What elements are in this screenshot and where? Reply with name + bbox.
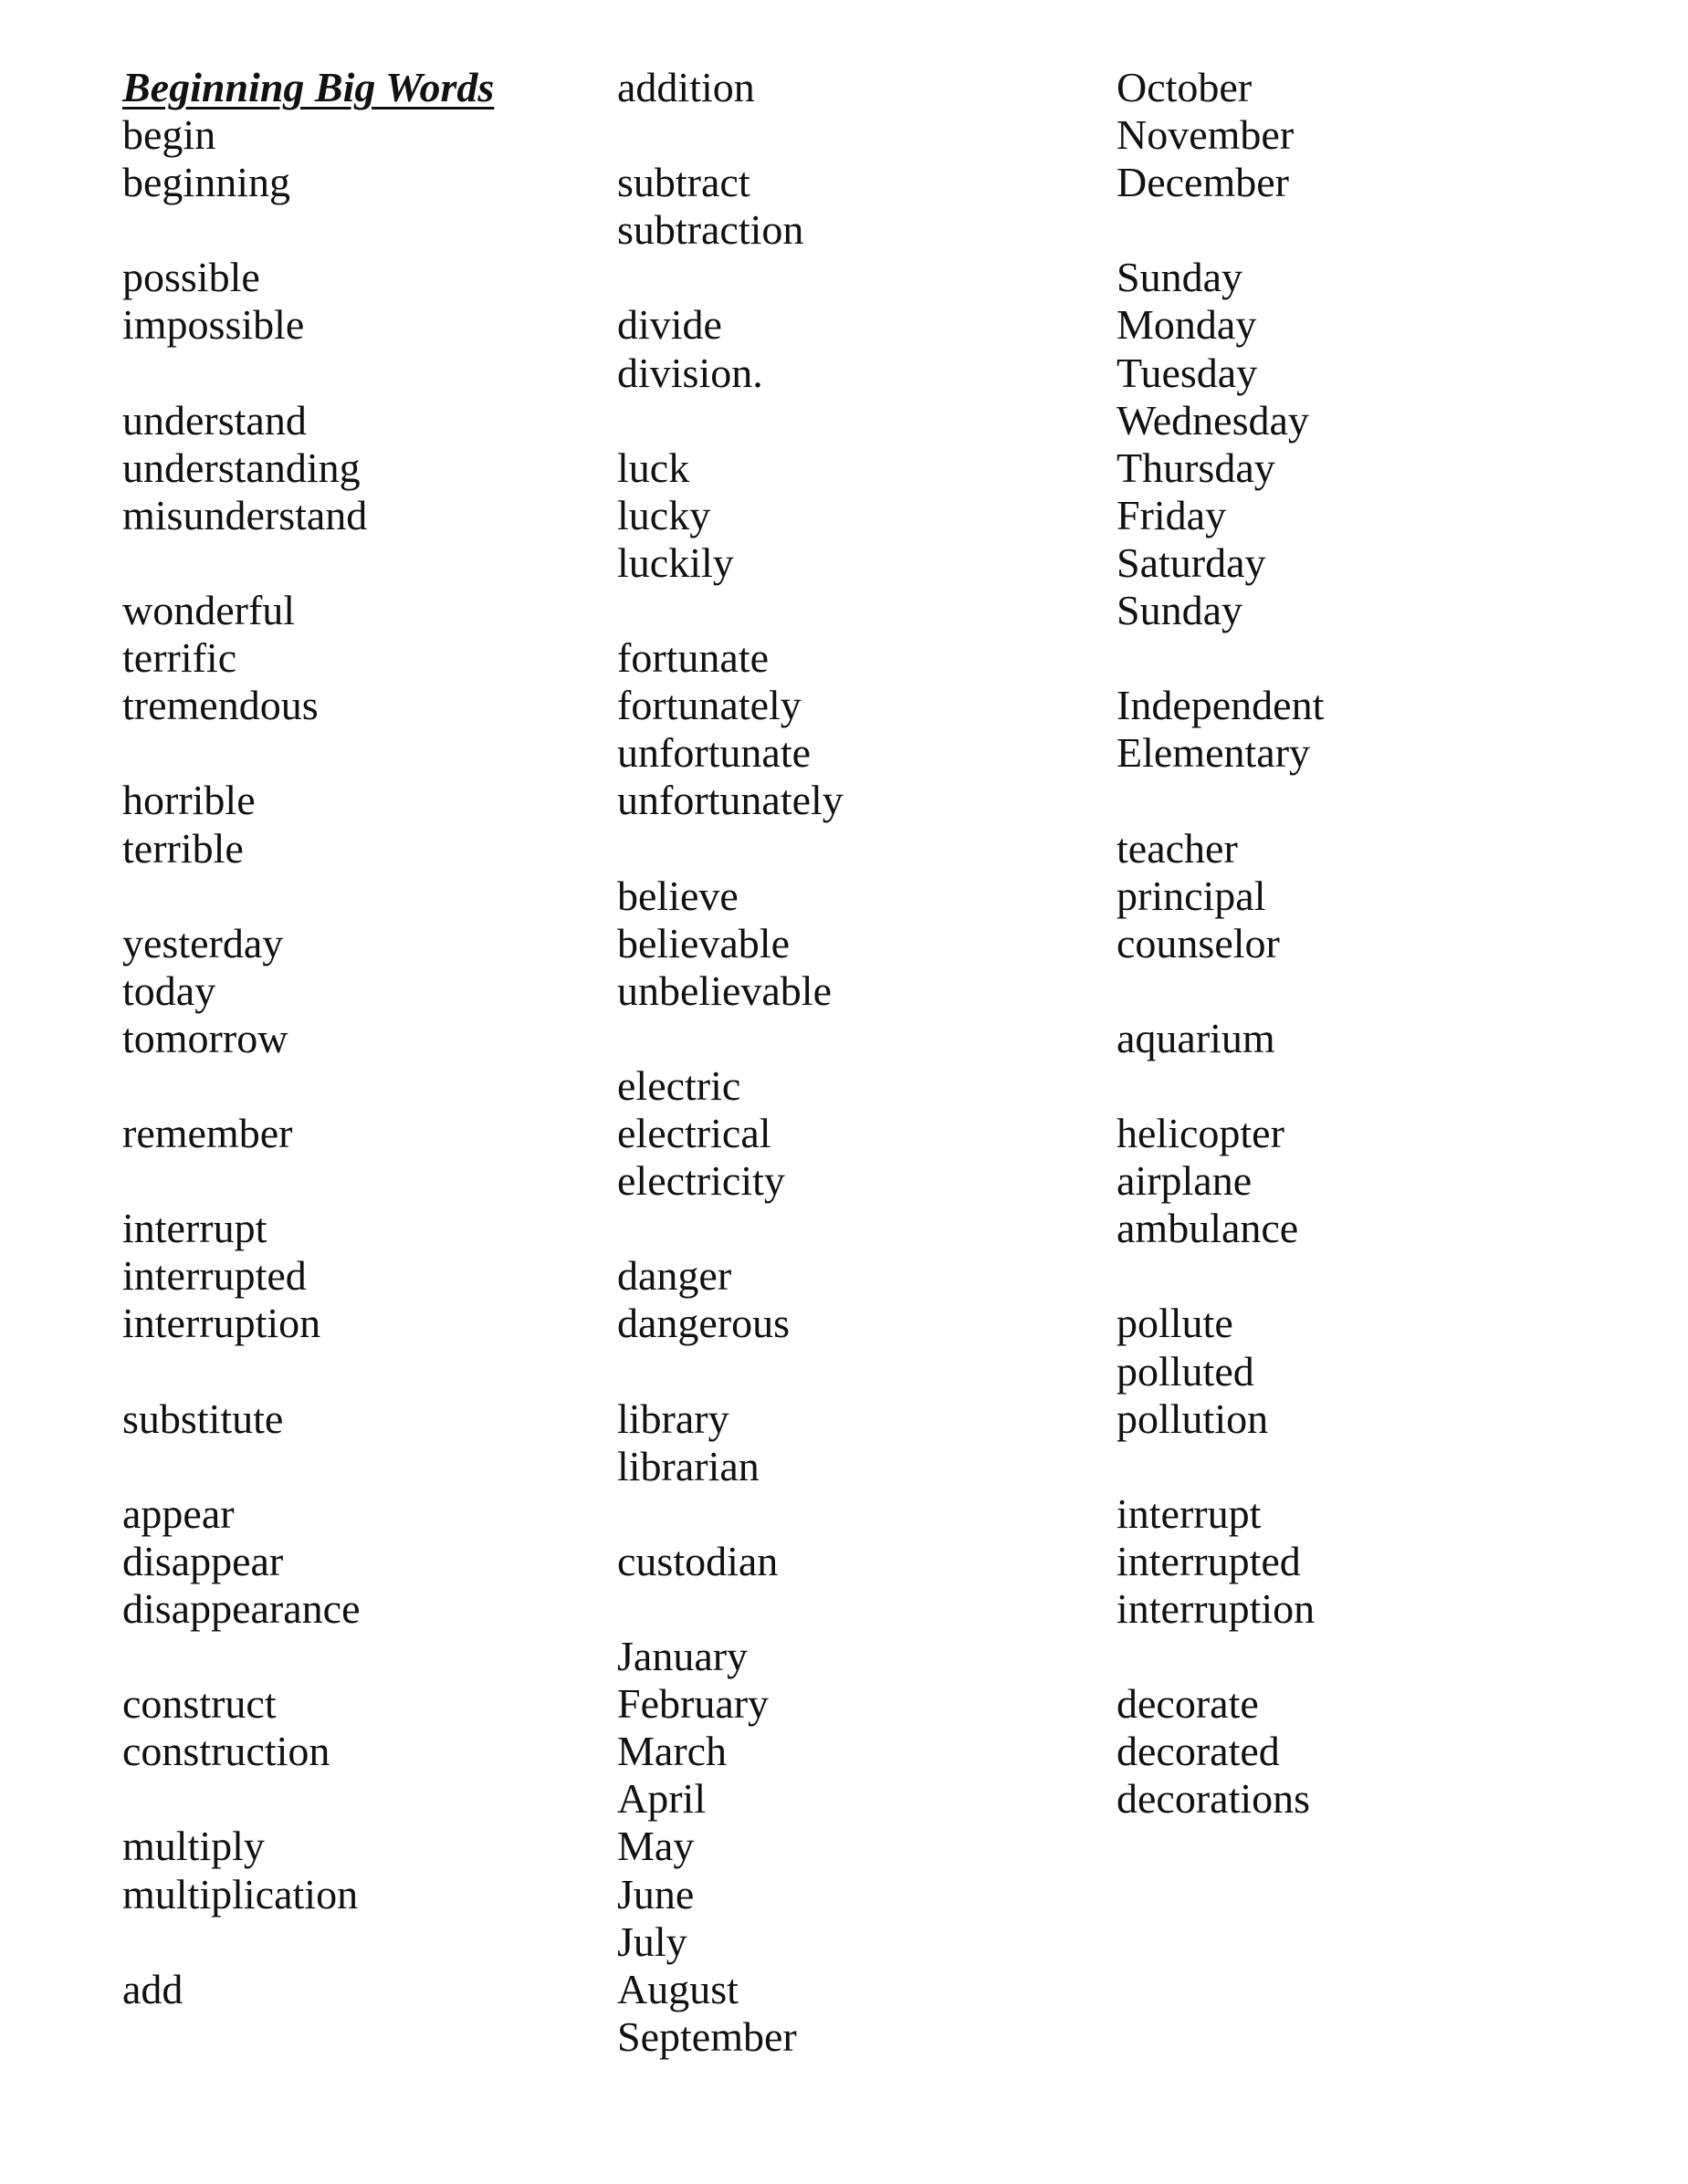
vocabulary-word: library [617,1395,729,1442]
vocabulary-word: multiplication [122,1870,359,1918]
vocabulary-word: subtraction [617,206,804,254]
vocabulary-word: Monday [1117,301,1257,349]
word-group-spacer [617,1205,1092,1252]
vocabulary-word: Wednesday [1117,396,1309,444]
vocabulary-word: believable [617,919,791,967]
vocabulary-word: understand [122,396,307,444]
word-group-spacer [122,1157,597,1205]
vocabulary-word: yesterday [122,919,284,967]
word-group-spacer [617,1015,1092,1062]
word-column-1 [122,64,597,2013]
vocabulary-word: January [617,1633,749,1680]
vocabulary-word: divide [617,301,722,349]
vocabulary-word: decorated [1117,1728,1280,1775]
vocabulary-word: unbelievable [617,967,833,1014]
vocabulary-word: teacher [1117,824,1238,872]
word-group-spacer [617,1585,1092,1633]
vocabulary-word: multiply [122,1823,265,1870]
vocabulary-word: October [1117,64,1253,110]
vocabulary-word: September [617,2012,797,2060]
word-group-spacer [617,1490,1092,1538]
vocabulary-word: counselor [1117,919,1280,967]
vocabulary-word: Saturday [1117,538,1266,586]
vocabulary-word: danger [617,1252,732,1300]
word-group-spacer [1117,1633,1628,1680]
word-group-spacer [122,1443,597,1490]
word-group-spacer [122,1633,597,1680]
vocabulary-word: Elementary [1117,729,1311,777]
vocabulary-word: interrupt [1117,1489,1262,1537]
vocabulary-word: remember [122,1110,293,1157]
vocabulary-word: substitute [122,1395,284,1442]
word-group-spacer [617,111,1092,159]
vocabulary-word: interrupted [122,1252,307,1300]
word-group-spacer [1117,967,1628,1015]
vocabulary-word: July [617,1918,687,1965]
vocabulary-word: beginning [122,159,290,206]
word-group-spacer [617,254,1092,301]
vocabulary-word: interruption [122,1300,321,1347]
word-group-spacer [122,350,597,397]
vocabulary-word: luck [617,444,690,491]
vocabulary-word: disappear [122,1537,284,1584]
vocabulary-word: Sunday [1117,254,1242,301]
word-group-spacer [122,1062,597,1110]
word-group-spacer [1117,1252,1628,1300]
word-group-spacer [617,1348,1092,1395]
vocabulary-word: disappearance [122,1585,361,1632]
vocabulary-word: Independent [1117,682,1325,729]
vocabulary-word: librarian [617,1442,760,1489]
vocabulary-word: wonderful [122,587,296,634]
vocabulary-word: impossible [122,301,305,349]
vocabulary-word: ambulance [1117,1205,1299,1252]
vocabulary-word: interrupt [122,1205,267,1252]
word-group-spacer [1117,777,1628,824]
word-column-3 [1117,64,1628,1823]
vocabulary-word: understanding [122,444,361,491]
vocabulary-word: believe [617,872,739,919]
vocabulary-word: terrible [122,824,244,872]
vocabulary-word: custodian [617,1537,779,1584]
vocabulary-word: division. [617,349,763,396]
document-title: Beginning Big Words [122,64,495,110]
word-group-spacer [1117,634,1628,682]
vocabulary-word: Friday [1117,491,1227,538]
vocabulary-word: April [617,1775,707,1823]
vocabulary-word: June [617,1870,695,1918]
word-group-spacer [122,1348,597,1395]
vocabulary-word: helicopter [1117,1110,1284,1157]
vocabulary-word: airplane [1117,1157,1253,1205]
vocabulary-word: tremendous [122,682,319,729]
vocabulary-word: principal [1117,872,1266,919]
vocabulary-word: today [122,967,216,1014]
vocabulary-word: begin [122,111,216,159]
vocabulary-word: fortunately [617,682,802,729]
vocabulary-word: December [1117,159,1289,206]
word-group-spacer [617,397,1092,444]
vocabulary-word: aquarium [1117,1014,1275,1061]
word-group-spacer [1117,1443,1628,1490]
vocabulary-word: electric [617,1061,741,1109]
vocabulary-word: August [617,1965,739,2012]
vocabulary-word: decorations [1117,1775,1311,1823]
vocabulary-word: interruption [1117,1585,1316,1632]
vocabulary-word: construct [122,1680,277,1728]
vocabulary-word: electricity [617,1157,785,1205]
vocabulary-word: electrical [617,1110,771,1157]
word-group-spacer [617,825,1092,873]
vocabulary-word: possible [122,254,260,301]
word-group-spacer [122,206,597,254]
vocabulary-word: misunderstand [122,491,368,538]
word-group-spacer [617,587,1092,634]
vocabulary-word: tomorrow [122,1014,288,1061]
vocabulary-word: Tuesday [1117,349,1258,396]
vocabulary-word: pollution [1117,1395,1269,1442]
word-group-spacer [1117,1062,1628,1110]
vocabulary-word: interrupted [1117,1537,1301,1584]
word-group-spacer [122,873,597,920]
word-group-spacer [122,1918,597,1966]
vocabulary-word: decorate [1117,1680,1259,1728]
vocabulary-word: luckily [617,538,734,586]
vocabulary-word: pollute [1117,1300,1233,1347]
word-column-2 [617,64,1092,2061]
vocabulary-word: subtract [617,159,750,206]
vocabulary-word: unfortunate [617,729,812,777]
vocabulary-word: March [617,1728,728,1775]
vocabulary-word: terrific [122,634,237,682]
vocabulary-word: May [617,1823,695,1870]
word-group-spacer [1117,206,1628,254]
word-group-spacer [122,1775,597,1823]
word-group-spacer [122,729,597,777]
vocabulary-word: Sunday [1117,587,1242,634]
vocabulary-word: dangerous [617,1300,791,1347]
vocabulary-word: Thursday [1117,444,1275,491]
vocabulary-word: November [1117,111,1295,159]
vocabulary-word: lucky [617,491,711,538]
vocabulary-word: fortunate [617,634,770,682]
vocabulary-word: horrible [122,777,256,824]
vocabulary-word: construction [122,1728,330,1775]
word-group-spacer [122,539,597,587]
vocabulary-word: polluted [1117,1347,1254,1395]
vocabulary-word: appear [122,1489,235,1537]
vocabulary-word: unfortunately [617,777,844,824]
vocabulary-word: addition [617,64,755,110]
vocabulary-word: add [122,1965,183,2012]
vocabulary-word: February [617,1680,770,1728]
